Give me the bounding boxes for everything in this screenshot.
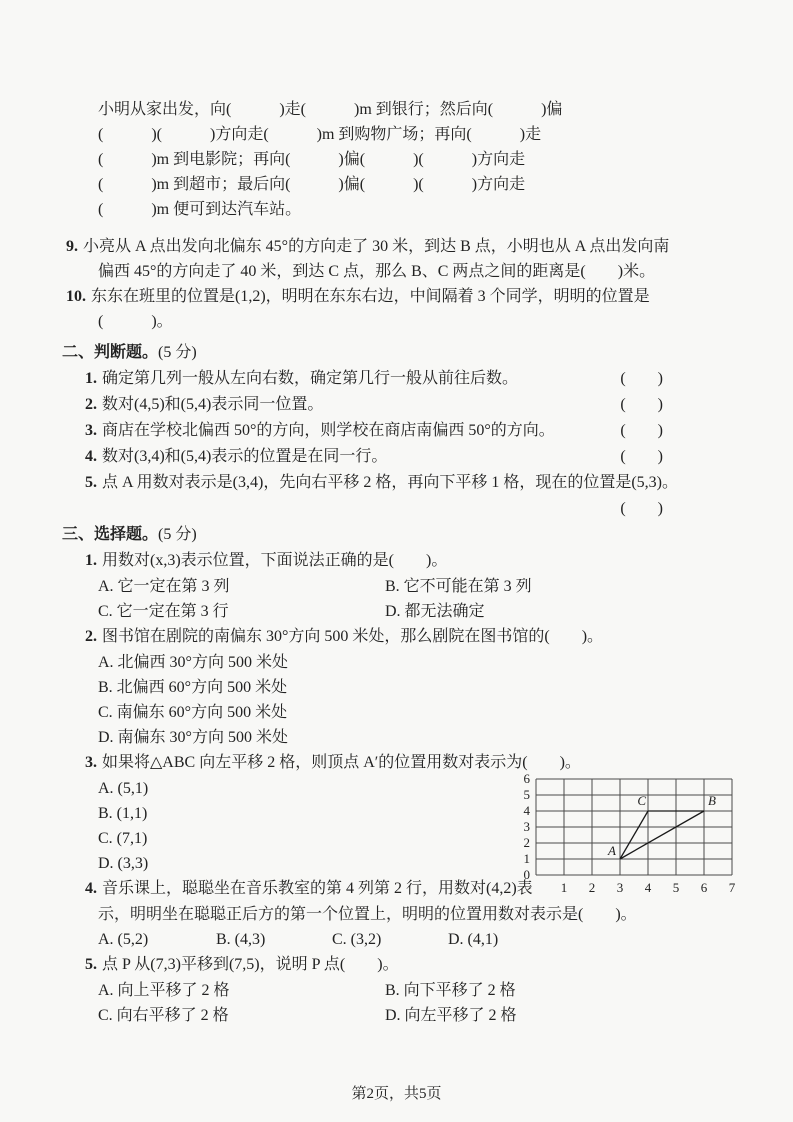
item-text: 图书馆在剧院的南偏东 30°方向 500 米处，那么剧院在图书馆的( )。 xyxy=(102,628,604,645)
option-a: A. 北偏西 30°方向 500 米处 xyxy=(98,654,288,671)
svg-text:C: C xyxy=(637,793,646,808)
page-footer: 第2页，共5页 xyxy=(351,1086,442,1102)
section-choice-heading xyxy=(62,522,793,548)
svg-text:1: 1 xyxy=(523,851,530,866)
question-9 xyxy=(66,234,705,259)
judge-text xyxy=(85,366,518,392)
item-number: 1. xyxy=(85,370,97,387)
section-title: 三、选择题。 xyxy=(62,526,159,543)
answer-bracket: ( ) xyxy=(620,370,663,387)
svg-text:2: 2 xyxy=(523,835,530,850)
svg-text:7: 7 xyxy=(728,880,736,895)
choice-q5-options-row xyxy=(0,1003,793,1028)
option-b: B. (4,3) xyxy=(216,931,266,948)
item-number: 3. xyxy=(85,754,97,771)
item-text: 商店在学校北偏西 50°的方向，则学校在商店南偏西 50°的方向。 xyxy=(102,422,555,439)
question-line: ( )m 到电影院；再向( )偏( )( )方向走 xyxy=(98,151,526,168)
svg-text:B: B xyxy=(708,793,716,808)
item-number: 5. xyxy=(85,474,97,491)
item-text: 点 P 从(7,3)平移到(7,5)，说明 P 点( )。 xyxy=(102,956,399,973)
choice-q4-options-row xyxy=(0,927,793,952)
item-text: 点 A 用数对表示是(3,4)，先向右平移 2 格，再向下平移 1 格，现在的位置是(5,3)。 xyxy=(102,474,678,491)
question-line: ( )m 便可到达汽车站。 xyxy=(98,201,302,218)
item-number: 1. xyxy=(85,552,97,569)
judge-item-5 xyxy=(85,470,698,496)
question-number: 10. xyxy=(66,288,86,305)
judge-item-4 xyxy=(85,444,663,470)
option-c: C. 它一定在第 3 行 xyxy=(98,603,229,620)
question-line: 小明从家出发，向( )走( )m 到银行；然后向( )偏 xyxy=(98,101,563,118)
option-c: C. 南偏东 60°方向 500 米处 xyxy=(98,704,288,721)
svg-text:4: 4 xyxy=(523,803,530,818)
item-number: 5. xyxy=(85,956,97,973)
option-b: B. 向下平移了 2 格 xyxy=(385,982,516,999)
item-text: 数对(4,5)和(5,4)表示同一位置。 xyxy=(102,396,324,413)
svg-text:1: 1 xyxy=(560,880,568,895)
question-line: ( )( )方向走( )m 到购物广场；再向( )走 xyxy=(98,126,542,143)
question-10 xyxy=(66,284,705,309)
svg-text:4: 4 xyxy=(644,880,652,895)
choice-q5-options-row xyxy=(0,978,793,1003)
option-c: C. (3,2) xyxy=(332,931,382,948)
svg-text:5: 5 xyxy=(672,880,680,895)
svg-text:5: 5 xyxy=(523,787,530,802)
question-9-line2: 偏西 45°的方向走了 40 米，到达 C 点，那么 B、C 两点之间的距离是( )米。 xyxy=(98,263,656,280)
judge-item-5-bracket: ( ) xyxy=(620,500,663,517)
choice-q1-options-row xyxy=(0,574,793,599)
svg-text:2: 2 xyxy=(588,880,596,895)
judge-item-2 xyxy=(85,392,663,418)
option-d: D. (4,1) xyxy=(448,931,499,948)
item-number: 3. xyxy=(85,422,97,439)
question-line: ( )m 到超市；最后向( )偏( )( )方向走 xyxy=(98,176,526,193)
section-title: 二、判断题。 xyxy=(62,344,159,361)
item-text: 确定第几列一般从左向右数，确定第几行一般从前往后数。 xyxy=(102,370,519,387)
answer-bracket: ( ) xyxy=(620,396,663,413)
choice-q4-line2: 示，明明坐在聪聪正后方的第一个位置上，明明的位置用数对表示是( )。 xyxy=(98,906,637,923)
judge-text xyxy=(85,444,387,470)
choice-q1-options-row xyxy=(0,599,793,624)
option-d: D. 向左平移了 2 格 xyxy=(385,1007,517,1024)
item-text: 数对(3,4)和(5,4)表示的位置是在同一行。 xyxy=(102,448,388,465)
option-a: A. 它一定在第 3 列 xyxy=(98,578,230,595)
item-number: 2. xyxy=(85,396,97,413)
option-d: D. (3,3) xyxy=(98,855,149,872)
section-score: (5 分) xyxy=(158,526,197,543)
item-number: 2. xyxy=(85,628,97,645)
question-number: 9. xyxy=(66,238,78,255)
coordinate-grid-figure xyxy=(514,774,746,907)
option-b: B. 它不可能在第 3 列 xyxy=(385,578,532,595)
option-a: A. 向上平移了 2 格 xyxy=(98,982,230,999)
item-number: 4. xyxy=(85,880,97,897)
judge-item-3 xyxy=(85,418,663,444)
question-text: 小亮从 A 点出发向北偏东 45°的方向走了 30 米，到达 B 点，小明也从 A 点出发向南 xyxy=(83,238,670,255)
item-text: 如果将△ABC 向左平移 2 格，则顶点 A′的位置用数对表示为( )。 xyxy=(102,754,581,771)
judge-item-1 xyxy=(85,366,663,392)
section-judgment-heading xyxy=(62,340,793,366)
svg-text:A: A xyxy=(608,843,616,858)
answer-bracket: ( ) xyxy=(620,422,663,439)
option-d: D. 南偏东 30°方向 500 米处 xyxy=(98,729,288,746)
svg-text:6: 6 xyxy=(523,774,530,786)
item-number: 4. xyxy=(85,448,97,465)
question-text: 东东在班里的位置是(1,2)，明明在东东右边，中间隔着 3 个同学，明明的位置是 xyxy=(91,288,650,305)
answer-bracket: ( ) xyxy=(620,448,663,465)
choice-q2 xyxy=(85,624,705,650)
choice-q1 xyxy=(85,548,705,574)
questions-9-10 xyxy=(0,234,793,334)
svg-text:0: 0 xyxy=(523,867,530,882)
svg-text:6: 6 xyxy=(700,880,708,895)
option-b: B. 北偏西 60°方向 500 米处 xyxy=(98,679,288,696)
choice-q3 xyxy=(85,750,705,776)
item-text: 用数对(x,3)表示位置，下面说法正确的是( )。 xyxy=(102,552,448,569)
option-b: B. (1,1) xyxy=(98,805,148,822)
choice-q5 xyxy=(85,952,705,978)
option-a: A. (5,1) xyxy=(98,780,149,797)
option-a: A. (5,2) xyxy=(98,931,149,948)
question-8-continuation xyxy=(0,0,793,222)
question-10-answer-blank: ( )。 xyxy=(98,313,173,330)
option-d: D. 都无法确定 xyxy=(385,603,485,620)
judge-text xyxy=(85,392,323,418)
option-c: C. 向右平移了 2 格 xyxy=(98,1007,229,1024)
option-c: C. (7,1) xyxy=(98,830,148,847)
svg-text:3: 3 xyxy=(523,819,530,834)
triangle-grid-svg xyxy=(514,774,746,902)
item-text: 音乐课上，聪聪坐在音乐教室的第 4 列第 2 行，用数对(4,2)表 xyxy=(102,880,533,897)
section-score: (5 分) xyxy=(158,344,197,361)
judge-text xyxy=(85,418,555,444)
svg-text:3: 3 xyxy=(616,880,624,895)
